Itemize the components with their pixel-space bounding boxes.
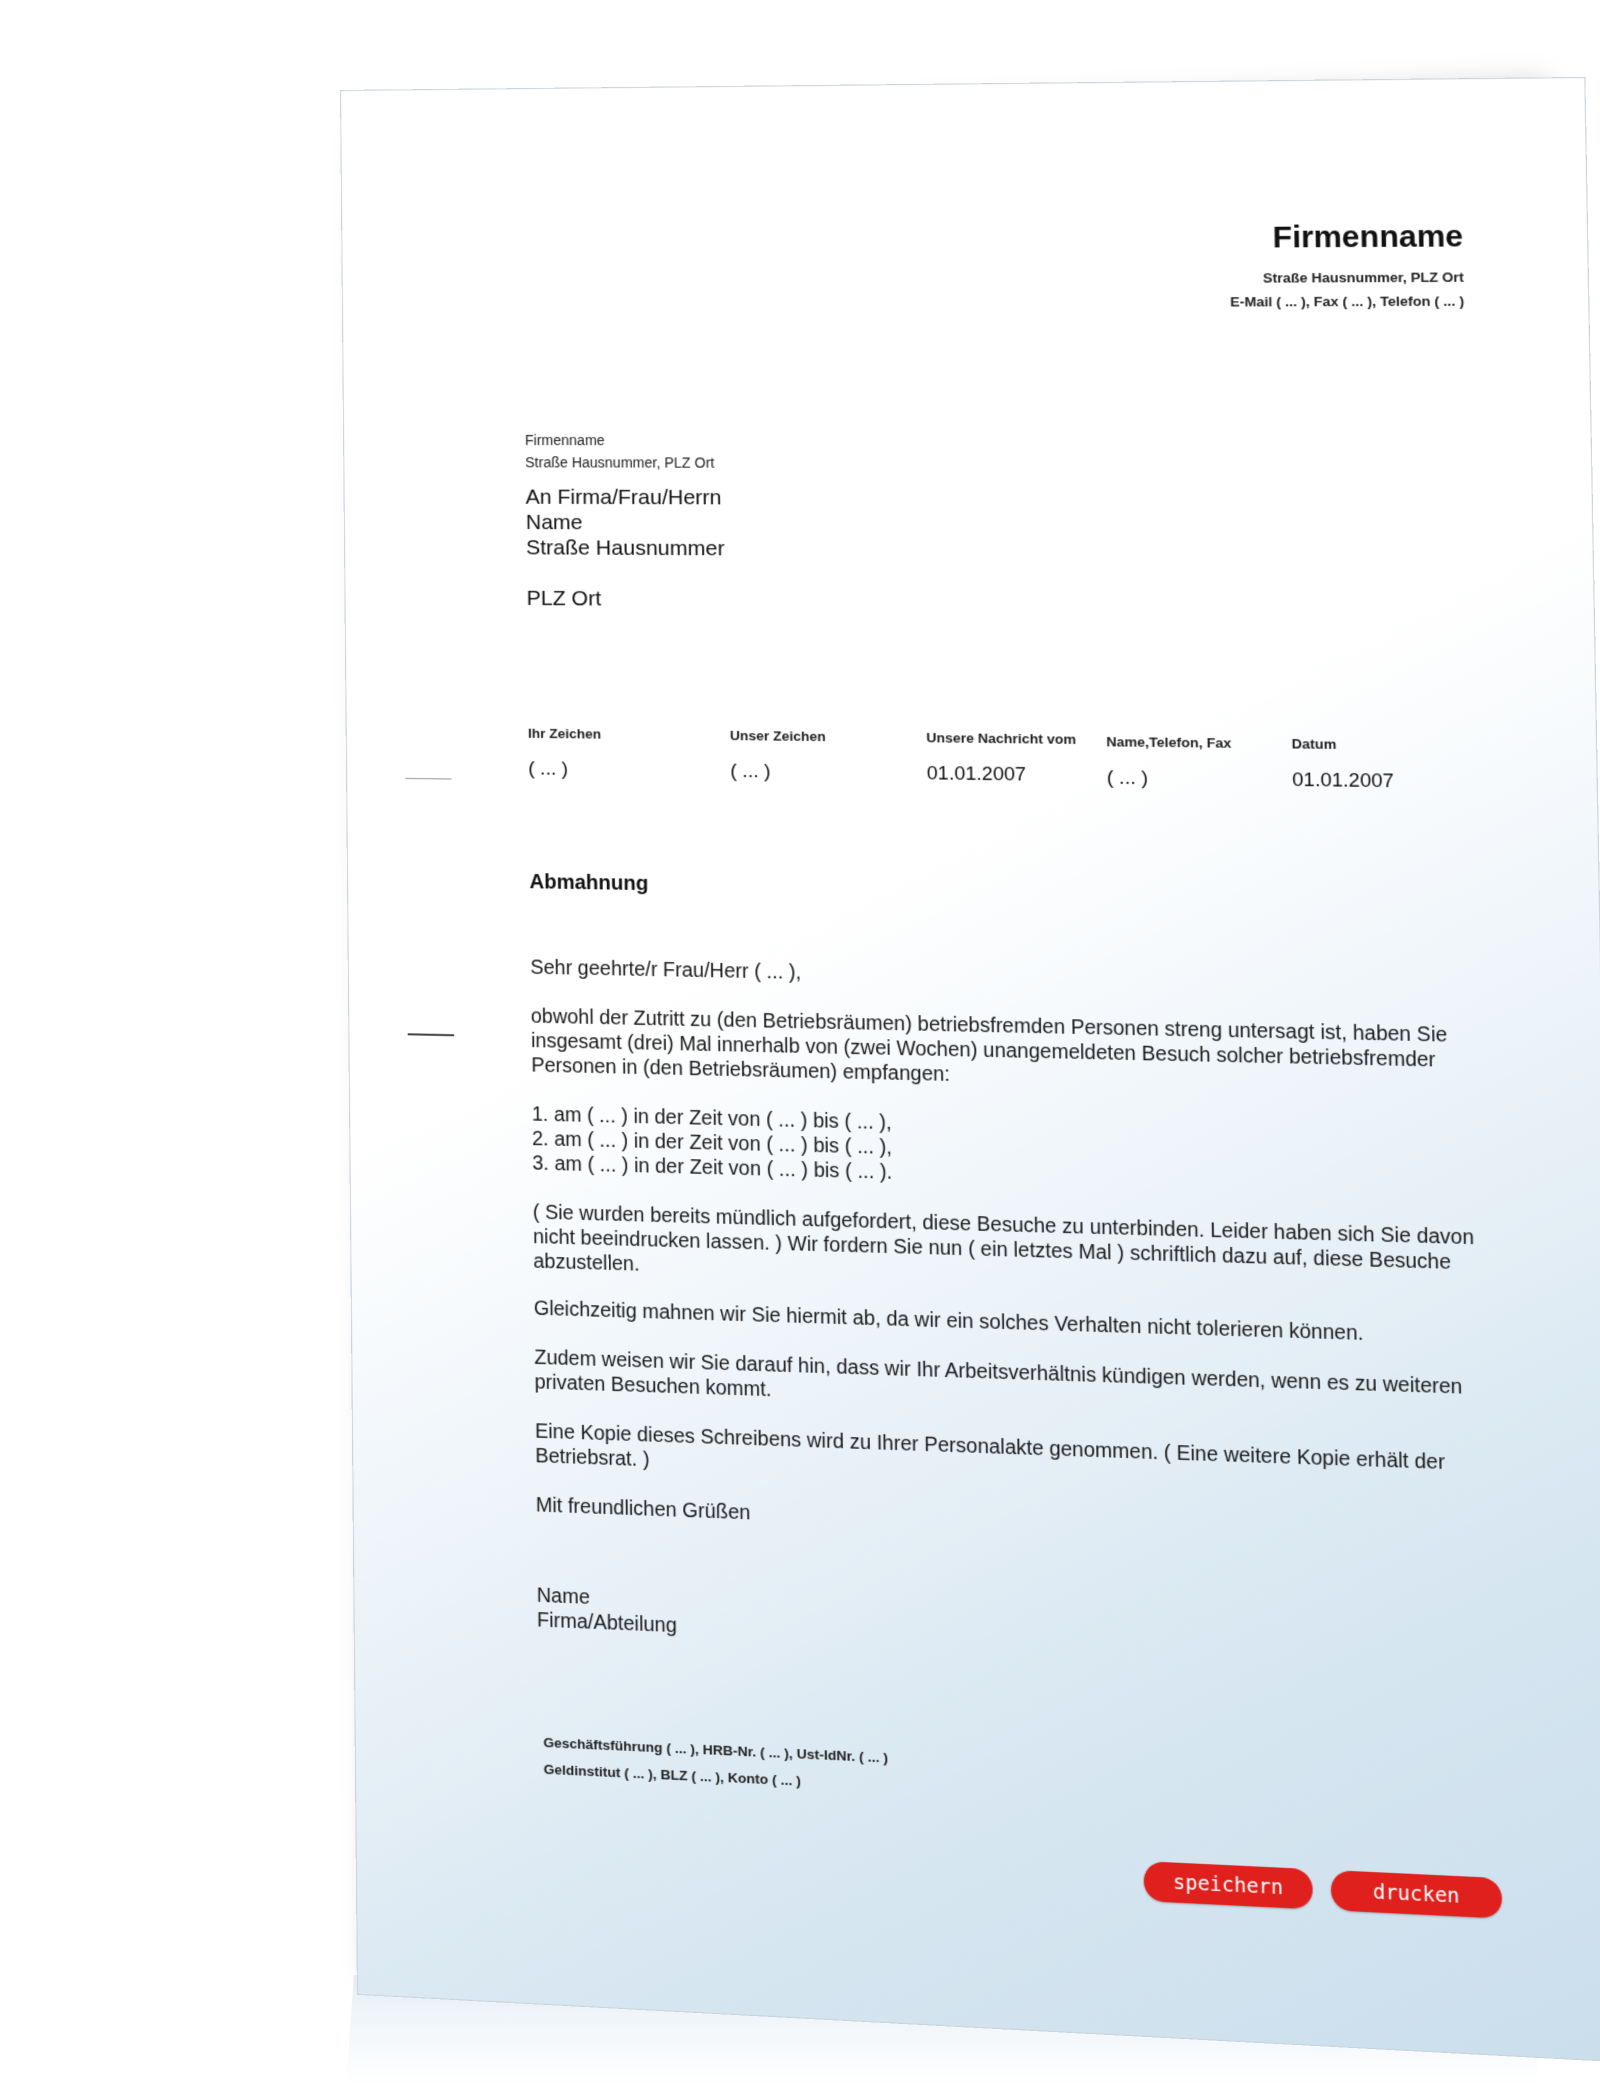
letter-closing: Mit freundlichen Grüßen xyxy=(535,1493,751,1525)
letter-paragraph-1: obwohl der Zutritt zu (den Betriebsräumen) betriebsfremden Personen streng untersagt ist, haben Sie insgesamt (drei) Mal innerhalb von (zwei Wochen) unangemeldeten Besuch solcher betriebsfremder Personen in (den Betriebsräumen) empfangen: xyxy=(530,1005,1448,1087)
list-item: 2. am ( ... ) in der Zeit von ( ... ) bis ( ... ), xyxy=(531,1127,893,1160)
letter-paragraph-3: Gleichzeitig mahnen wir Sie hiermit ab, da wir ein solches Verhalten nicht tolerieren können. xyxy=(533,1297,1364,1346)
ref-value-name-telefon-fax: ( ... ) xyxy=(1106,767,1149,790)
recipient-line-2: Name xyxy=(525,510,583,535)
letterhead-address: Straße Hausnummer, PLZ Ort xyxy=(1262,269,1464,286)
recipient-line-3: Straße Hausnummer xyxy=(525,536,725,561)
footer-bank-details: Geldinstitut ( ... ), BLZ ( ... ), Konto ( ... ) xyxy=(543,1761,801,1789)
ref-label-unser-zeichen: Unser Zeichen xyxy=(729,727,826,745)
fold-mark-middle xyxy=(408,1033,454,1036)
ref-label-name-telefon-fax: Name,Telefon, Fax xyxy=(1106,733,1232,751)
letterhead-company-name: Firmenname xyxy=(1272,219,1464,255)
ref-value-unsere-nachricht: 01.01.2007 xyxy=(926,762,1027,786)
letter-paragraph-5: Eine Kopie dieses Schreibens wird zu Ihrer Personalakte genommen. ( Eine weitere Kopie erhält der Betriebsrat. ) xyxy=(534,1420,1446,1475)
ref-value-ihr-zeichen: ( ... ) xyxy=(528,758,569,780)
fold-mark-upper xyxy=(405,778,451,780)
letter-subject: Abmahnung xyxy=(529,870,649,896)
letter-page xyxy=(340,77,1600,2062)
ref-label-datum: Datum xyxy=(1291,735,1337,753)
save-button[interactable]: speichern xyxy=(1143,1861,1312,1909)
recipient-line-4: PLZ Ort xyxy=(526,586,602,611)
letter-salutation: Sehr geehrte/r Frau/Herr ( ... ), xyxy=(530,956,802,985)
sender-name: Firmenname xyxy=(524,431,605,449)
recipient-line-1: An Firma/Frau/Herrn xyxy=(525,485,722,510)
list-item: 1. am ( ... ) in der Zeit von ( ... ) bis ( ... ), xyxy=(531,1103,892,1135)
print-button[interactable]: drucken xyxy=(1331,1870,1503,1919)
ref-label-unsere-nachricht: Unsere Nachricht vom xyxy=(926,729,1077,748)
sender-address: Straße Hausnummer, PLZ Ort xyxy=(525,454,715,471)
footer-company-registration: Geschäftsführung ( ... ), HRB-Nr. ( ... ), Ust-IdNr. ( ... ) xyxy=(543,1734,889,1766)
ref-value-datum: 01.01.2007 xyxy=(1292,769,1395,793)
letterhead-contact: E-Mail ( ... ), Fax ( ... ), Telefon ( ... ) xyxy=(1230,293,1465,310)
letter-paragraph-4: Zudem weisen wir Sie darauf hin, dass wir Ihr Arbeitsverhältnis kündigen werden, wenn es zu weiteren privaten Besuchen kommt. xyxy=(534,1346,1463,1402)
ref-value-unser-zeichen: ( ... ) xyxy=(730,760,771,783)
list-item: 3. am ( ... ) in der Zeit von ( ... ) bis ( ... ). xyxy=(532,1152,893,1184)
ref-label-ihr-zeichen: Ihr Zeichen xyxy=(527,725,602,742)
signature-department: Firma/Abteilung xyxy=(536,1608,678,1638)
letter-paragraph-2: ( Sie wurden bereits mündlich aufgefordert, diese Besuche zu unterbinden. Leider haben sich Sie davon nicht beeindrucken lassen. ) Wir fordern Sie nun ( ein letztes Mal ) schriftlich dazu auf, diese Besuche abzustellen. xyxy=(532,1201,1475,1276)
signature-name: Name xyxy=(536,1584,591,1610)
